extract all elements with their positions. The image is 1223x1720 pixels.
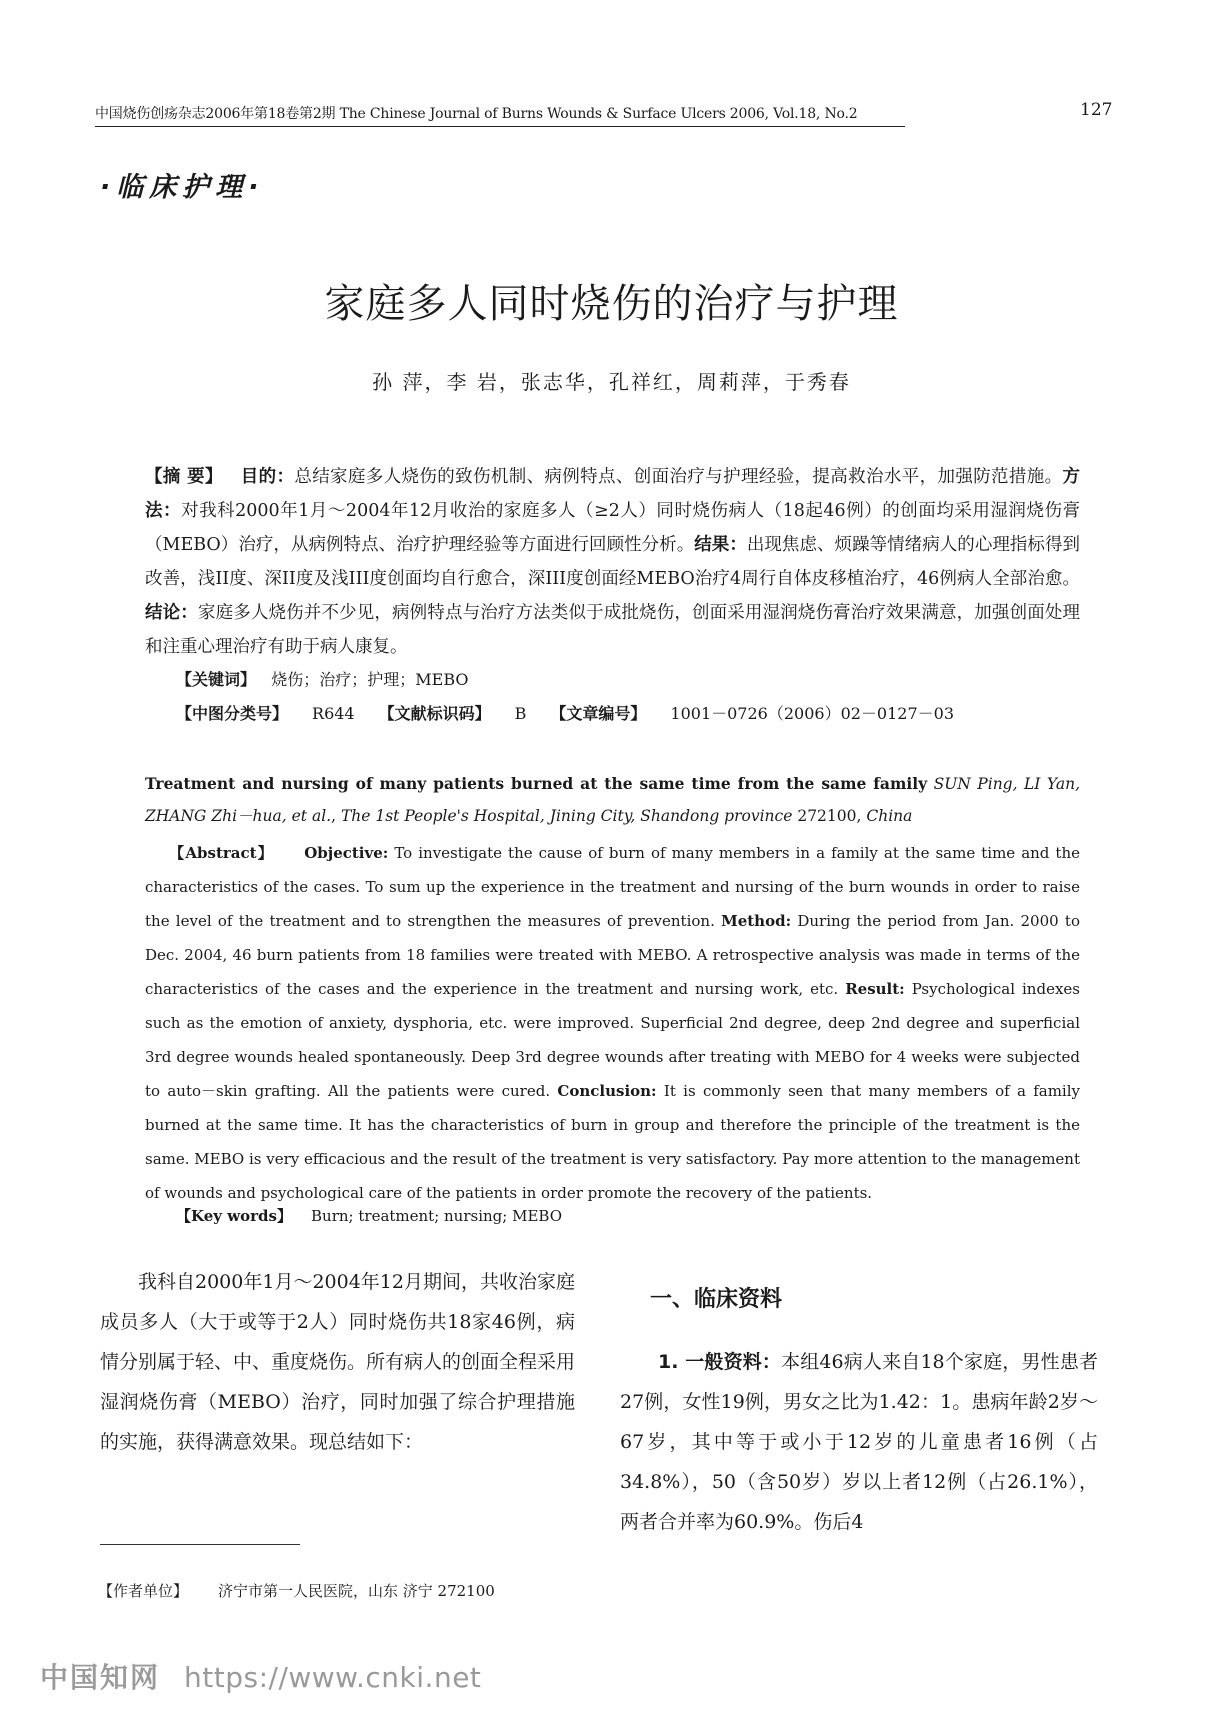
clc-label: 【中图分类号】	[176, 704, 289, 723]
keywords-en	[176, 1205, 562, 1226]
clc-value: R644	[312, 704, 355, 723]
doc-code-label: 【文献标识码】	[378, 704, 491, 723]
author-affiliation-footnote	[98, 1580, 495, 1601]
footnote-divider	[100, 1544, 300, 1545]
conclusion-text-en: It is commonly seen that many members of a family burned at the same time. It has the characteristics of burn in group and therefore the principle of the treatment is the same. MEBO is very efficacious and the result of the treatment is very satisfactory. Pay more attention to the management of wounds and psychological care of the patients in order promote the recovery of the patients.	[145, 1082, 1080, 1202]
abstract-cn	[145, 460, 1080, 664]
conclusion-label-en: Conclusion:	[557, 1082, 657, 1100]
intro-paragraph: 我科自2000年1月～2004年12月期间，共收治家庭成员多人（大于或等于2人）同时烧伤共18家46例，病情分别属于轻、中、重度烧伤。所有病人的创面全程采用湿润烧伤膏（MEBO）治疗，同时加强了综合护理措施的实施，获得满意效果。现总结如下：	[100, 1271, 576, 1453]
method-label-cn: 方法：	[145, 467, 1081, 521]
keywords-cn-label: 【关键词】	[176, 670, 257, 689]
method-label-en: Method:	[721, 912, 792, 930]
objective-text-cn: 总结家庭多人烧伤的致伤机制、病例特点、创面治疗与护理经验，提高救治水平，加强防范措施。	[294, 467, 1063, 487]
abstract-en	[145, 836, 1080, 1210]
article-title-cn: 家庭多人同时烧伤的治疗与护理	[324, 281, 899, 327]
affiliation-en: The 1st People's Hospital, Jining City, Shandong province	[340, 807, 793, 825]
conclusion-label-cn: 结论：	[145, 603, 198, 623]
section-heading: 一、临床资料	[650, 1287, 783, 1312]
article-title-en: Treatment and nursing of many patients burned at the same time from the same family	[145, 774, 928, 793]
result-label-en: Result:	[845, 980, 905, 998]
author-list-en: SUN Ping, LI Yan, ZHANG Zhi－hua, et al.	[145, 775, 1081, 825]
result-text-en: Psychological indexes such as the emotion of anxiety, dysphoria, etc. were improved. Superficial 2nd degree, deep 2nd degree and superficial 3rd degree wounds healed spontaneously. Deep 3rd degree wounds after treating with MEBO for 4 weeks were subjected to auto－skin grafting. All the patients were cured.	[145, 980, 1080, 1100]
general-data-label: 1. 一般资料：	[658, 1351, 782, 1373]
result-text-cn: 出现焦虑、烦躁等情绪病人的心理指标得到改善，浅II度、深II度及浅III度创面均自行愈合，深III度创面经MEBO治疗4周行自体皮移植治疗，46例病人全部治愈。	[145, 535, 1080, 589]
method-text-cn: 对我科2000年1月～2004年12月收治的家庭多人（≥2人）同时烧伤病人（18起46例）的创面均采用湿润烧伤膏（MEBO）治疗，从病例特点、治疗护理经验等方面进行回顾性分析。	[145, 501, 1081, 555]
country-en: China	[866, 807, 913, 825]
abstract-cn-label: 【摘 要】	[145, 467, 223, 487]
postcode-en: 272100,	[797, 807, 862, 825]
keywords-cn-text: 烧伤；治疗；护理；MEBO	[271, 670, 469, 689]
article-no-label: 【文章编号】	[550, 704, 647, 723]
general-data-text: 本组46病人来自18个家庭，男性患者27例，女性19例，男女之比为1.42：1。患病年龄2岁～67岁，其中等于或小于12岁的儿童患者16例（占34.8%），50（含50岁）岁以上者12例（占26.1%），两者合并率为60.9%。伤后4	[620, 1351, 1098, 1533]
page-number: 127	[1080, 100, 1113, 120]
classification-row	[176, 697, 954, 731]
footnote-label: 【作者单位】	[98, 1582, 189, 1600]
title-block-en: Treatment and nursing of many patients burned at the same time from the same family SUN Ping, LI Yan, ZHANG Zhi－hua, et al., The 1st People's Hospital, Jining City, Shandong province 272100, China	[145, 774, 1081, 825]
keywords-en-text: Burn; treatment; nursing; MEBO	[311, 1207, 563, 1225]
section-label: ·临床护理·	[100, 172, 265, 203]
objective-label-cn: 目的：	[240, 467, 295, 487]
cnki-watermark	[40, 1656, 481, 1696]
author-list-cn: 孙 萍，李 岩，张志华，孔祥红，周莉萍，于秀春	[372, 370, 851, 394]
objective-text-en: To investigate the cause of burn of many members in a family at the same time and the characteristics of the cases. To sum up the experience in the treatment and nursing of the burn wounds in order to raise the level of the treatment and to strengthen the measures of prevention.	[145, 844, 1080, 930]
clinical-paragraph	[620, 1342, 1098, 1542]
footnote-text: 济宁市第一人民医院，山东 济宁 272100	[218, 1582, 495, 1600]
conclusion-text-cn: 家庭多人烧伤并不少见，病例特点与治疗方法类似于成批烧伤，创面采用湿润烧伤膏治疗效果满意，加强创面处理和注重心理治疗有助于病人康复。	[145, 603, 1081, 657]
objective-label-en: Objective:	[304, 844, 389, 862]
result-label-cn: 结果：	[694, 535, 747, 555]
abstract-en-label: 【Abstract】	[169, 844, 275, 862]
method-text-en: During the period from Jan. 2000 to Dec. 2004, 46 burn patients from 18 families were treated with MEBO. A retrospective analysis was made in terms of the characteristics of the cases and the experience in the treatment and nursing work, etc.	[145, 912, 1080, 998]
cnki-brand: 中国知网	[40, 1661, 161, 1694]
journal-header: 中国烧伤创疡杂志2006年第18卷第2期 The Chinese Journal of Burns Wounds & Surface Ulcers 2006, Vol.18, No.2	[95, 103, 905, 127]
article-no-value: 1001－0726（2006）02－0127－03	[670, 704, 955, 723]
keywords-en-label: 【Key words】	[176, 1207, 292, 1225]
doc-code-value: B	[514, 704, 527, 723]
keywords-cn	[176, 663, 469, 697]
cnki-url[interactable]: https://www.cnki.net	[184, 1661, 482, 1694]
